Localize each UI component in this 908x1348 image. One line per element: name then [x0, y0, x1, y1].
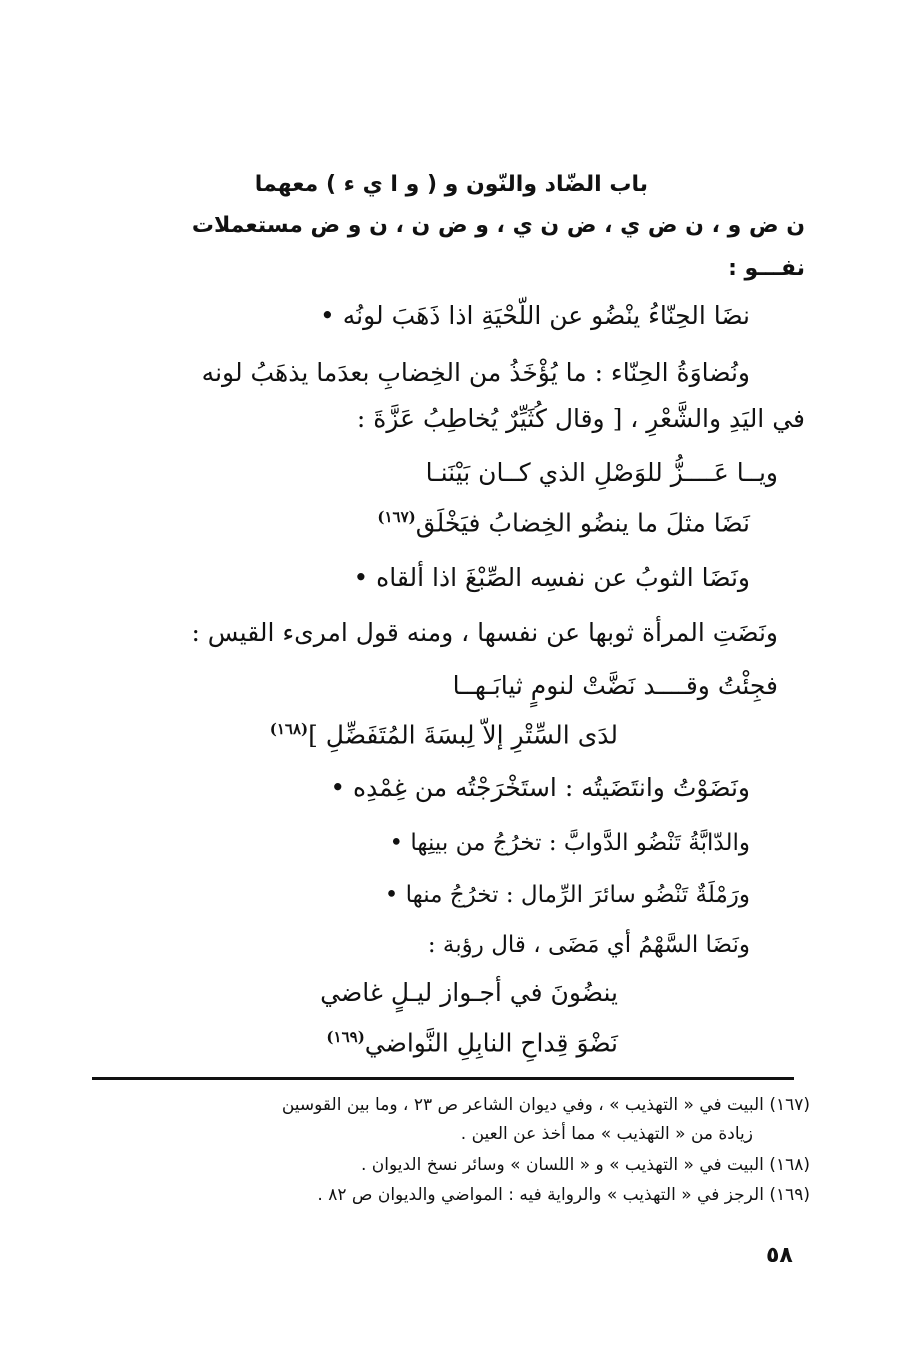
footnote-168: (١٦٨) البيت في « التهذيب » و « اللسان » وسائر نسخ الديوان .: [360, 1155, 810, 1175]
text-line-3: في اليَدِ والشَّعْرِ ، [ وقال كُثَيِّرٌ يُخاطِبُ عَزَّةَ :: [356, 404, 805, 433]
verse-1-hemistich-1: ويــا عَــــزُّ للوَصْلِ الذي كــان بَيْنَنـا: [425, 458, 778, 487]
footnote-ref-168: (١٦٨): [269, 720, 309, 738]
text-line-2: ونُضاوَةُ الحِنّاء : ما يُؤْخَذُ من الخِضابِ بعدَما يذهَبُ لونه: [201, 358, 750, 387]
footnote-ref-169: (١٦٩): [326, 1028, 365, 1046]
verse-1-hemistich-2: [377, 508, 750, 538]
footnote-167-line-1: (١٦٧) البيت في « التهذيب » ، وفي ديوان الشاعر ص ٢٣ ، وما بين القوسين: [281, 1095, 810, 1115]
chapter-heading: باب الضّاد والنّون و ( و ا ي ء ) معهما: [254, 172, 648, 197]
rajaz-line-2-text: نَضْوَ قِداحِ النابِلِ النَّواضي: [364, 1028, 618, 1058]
text-line-9: ونَضَا السَّهْمُ أي مَضَى ، قال رؤبة :: [427, 932, 750, 958]
verse-1-text: نَضَا مثلَ ما ينضُو الخِضابُ فيَخْلَق: [415, 508, 750, 538]
rajaz-line-2: [326, 1028, 618, 1058]
page-number: ٥٨: [766, 1243, 793, 1268]
verse-2-text: لدَى السِّتْرِ إلاّ لِبسَةَ المُتَفَضِّلِ ]: [308, 720, 618, 750]
text-line-1: نضَا الحِنّاءُ ينْضُو عن اللّحْيَةِ اذا ذَهَبَ لونُه •: [320, 301, 750, 330]
text-line-7: والدّابَّةُ تَنْضُو الدَّوابَّ : تخرُجُ من بينِها •: [389, 830, 750, 856]
footnote-divider: [92, 1077, 794, 1080]
verse-2-hemistich-1: فجِئْتُ وقــــد نَضَّتْ لنومٍ ثيابَـهــا: [452, 671, 778, 700]
text-line-5: ونَضَتِ المرأة ثوبها عن نفسها ، ومنه قول امرىء القيس :: [191, 618, 778, 647]
footnote-ref-167: (١٦٧): [377, 508, 416, 526]
text-line-6: ونَضَوْتُ وانتَضَيتُه : استَخْرَجْتُه من غِمْدِه •: [330, 773, 750, 802]
verse-2-hemistich-2: [269, 720, 618, 750]
footnote-167-line-2: زيادة من « التهذيب » مما أخذ عن العين .: [460, 1124, 753, 1144]
footnote-169: (١٦٩) الرجز في « التهذيب » والرواية فيه : المواضي والديوان ص ٨٢ .: [317, 1185, 810, 1205]
text-line-4: ونَضَا الثوبُ عن نفسِه الصِّبْغَ اذا ألقاه •: [353, 563, 750, 592]
entry-root-label: نفـــو :: [728, 256, 805, 281]
rajaz-line-1: ينضُونَ في أجـواز ليـلٍ غاضي: [320, 978, 618, 1007]
roots-line: ن ض و ، ن ض ي ، ض ن ي ، و ض ن ، ن و ض مستعملات: [191, 213, 805, 238]
text-line-8: ورَمْلَةٌ تَنْضُو سائرَ الرِّمال : تخرُجُ منها •: [384, 882, 750, 908]
